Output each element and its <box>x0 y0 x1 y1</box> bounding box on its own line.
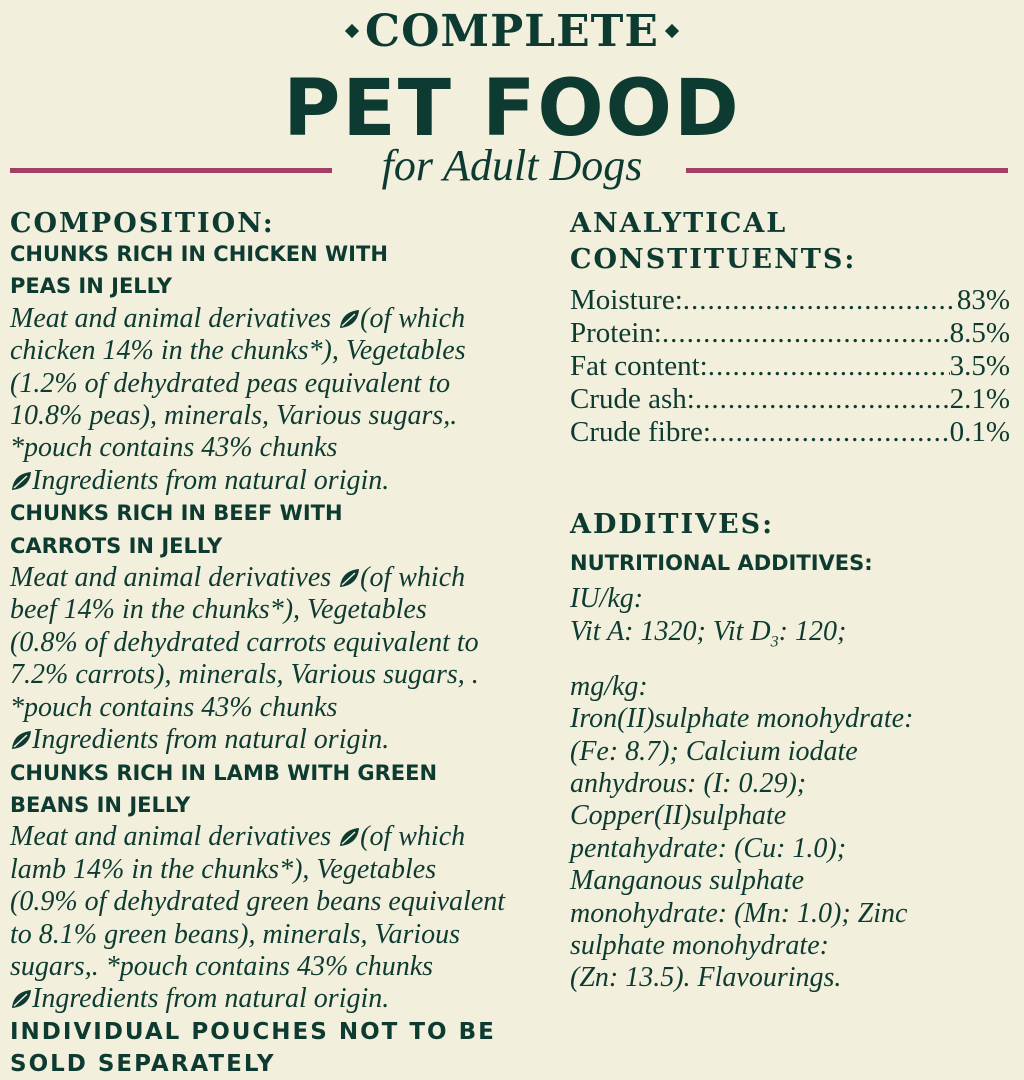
vit-d-subscript: 3 <box>770 633 779 651</box>
composition-heading: COMPOSITION: <box>10 208 275 239</box>
ingredient-line: (0.9% of dehydrated green beans equivalent <box>10 886 506 918</box>
ingredient-line: (1.2% of dehydrated peas equivalent to <box>10 367 451 399</box>
ingredient-text: (of which <box>360 821 466 853</box>
ingredient-line: to 8.1% green beans), minerals, Various <box>10 918 461 950</box>
constituent-label: Fat content: <box>570 350 708 382</box>
additive-line: monohydrate: (Mn: 1.0); Zinc <box>570 897 908 929</box>
constituent-value: 3.5% <box>949 350 1010 382</box>
dot-leader <box>708 350 950 383</box>
ingredient-text: (of which <box>360 302 466 334</box>
natural-origin-text: Ingredients from natural origin. <box>32 983 390 1015</box>
additive-line: (Fe: 8.7); Calcium iodate <box>570 735 858 767</box>
dot-leader <box>683 284 957 317</box>
ingredient-line: beef 14% in the chunks*), Vegetables <box>10 594 427 626</box>
analytical-column <box>570 206 1010 995</box>
vit-d-value: : 120; <box>778 615 847 647</box>
additive-line: sulphate monohydrate: <box>570 930 829 962</box>
dot-leader <box>695 383 950 416</box>
pouches-notice: INDIVIDUAL POUCHES NOT TO BE <box>10 1018 496 1045</box>
constituent-value: 2.1% <box>949 383 1010 415</box>
analytical-heading-2: CONSTITUENTS: <box>570 244 857 275</box>
leaf-icon <box>338 564 360 584</box>
constituent-label: Crude fibre: <box>570 416 711 448</box>
pouches-notice: SOLD SEPARATELY <box>10 1050 276 1077</box>
analytical-heading-1: ANALYTICAL <box>570 208 788 239</box>
additive-line: Copper(II)sulphate <box>570 800 787 832</box>
constituent-value: 0.1% <box>949 416 1010 448</box>
vit-a: Vit A: 1320; Vit D <box>570 615 771 647</box>
ingredient-text: Meat and animal derivatives <box>10 821 339 853</box>
ingredient-line: 10.8% peas), minerals, Various sugars,. <box>10 400 458 432</box>
leaf-icon <box>10 726 32 746</box>
constituent-label: Protein: <box>570 317 662 349</box>
leaf-icon <box>338 305 360 325</box>
vitamins-line <box>570 616 1010 659</box>
ingredient-line: sugars,. *pouch contains 43% chunks <box>10 950 434 982</box>
subtitle: for Adult Dogs <box>381 141 643 190</box>
leaf-icon <box>338 823 360 843</box>
constituent-value: 83% <box>956 284 1010 316</box>
title-pet-food: PET FOOD <box>283 64 741 154</box>
title-complete <box>0 6 1024 57</box>
additive-line: Manganous sulphate <box>570 865 805 897</box>
iu-label: IU/kg: <box>570 583 644 615</box>
diamond-icon <box>665 23 679 37</box>
constituent-row <box>570 350 1010 383</box>
ingredient-text: Meat and animal derivatives <box>10 562 339 594</box>
ingredient-line <box>10 562 560 594</box>
constituent-row <box>570 383 1010 416</box>
ingredient-line: *pouch contains 43% chunks <box>10 432 338 464</box>
additive-line: Iron(II)sulphate monohydrate: <box>570 703 914 735</box>
leaf-icon <box>10 985 32 1005</box>
nutritional-additives-heading: NUTRITIONAL ADDITIVES: <box>570 551 873 575</box>
constituent-label: Moisture: <box>570 284 683 316</box>
ingredient-line <box>10 303 560 335</box>
section-title: CARROTS IN JELLY <box>10 533 223 558</box>
constituent-row <box>570 317 1010 350</box>
natural-origin-text: Ingredients from natural origin. <box>32 724 390 756</box>
ingredient-line: chicken 14% in the chunks*), Vegetables <box>10 335 466 367</box>
section-title: BEANS IN JELLY <box>10 792 191 817</box>
leaf-icon <box>10 467 32 487</box>
ingredient-text: Meat and animal derivatives <box>10 302 339 334</box>
dot-leader <box>662 317 950 350</box>
ingredient-line: lamb 14% in the chunks*), Vegetables <box>10 853 437 885</box>
title-complete-text: COMPLETE <box>365 6 659 57</box>
diamond-icon <box>345 23 359 37</box>
additive-line: pentahydrate: (Cu: 1.0); <box>570 832 847 864</box>
natural-origin-text: Ingredients from natural origin. <box>32 464 390 496</box>
constituent-row <box>570 416 1010 449</box>
constituent-value: 8.5% <box>949 317 1010 349</box>
ingredient-line: 7.2% carrots), minerals, Various sugars, . <box>10 659 479 691</box>
section-title: CHUNKS RICH IN BEEF WITH <box>10 501 343 526</box>
constituent-row <box>570 284 1010 317</box>
composition-column <box>10 206 560 1080</box>
ingredient-line: *pouch contains 43% chunks <box>10 691 338 723</box>
dot-leader <box>711 416 950 449</box>
section-title: CHUNKS RICH IN CHICKEN WITH <box>10 242 388 266</box>
section-title: CHUNKS RICH IN LAMB WITH GREEN <box>10 760 438 785</box>
ingredient-line <box>10 821 560 853</box>
ingredient-line: (0.8% of dehydrated carrots equivalent to <box>10 626 479 658</box>
additive-line: anhydrous: (I: 0.29); <box>570 768 807 800</box>
additives-heading: ADDITIVES: <box>570 509 775 540</box>
constituent-label: Crude ash: <box>570 383 695 415</box>
ingredient-text: (of which <box>360 562 466 594</box>
section-title: PEAS IN JELLY <box>10 274 172 299</box>
natural-origin-note <box>10 465 560 497</box>
mg-label: mg/kg: <box>570 670 648 702</box>
additive-line: (Zn: 13.5). Flavourings. <box>570 962 842 994</box>
natural-origin-note <box>10 724 560 756</box>
natural-origin-note <box>10 983 560 1015</box>
